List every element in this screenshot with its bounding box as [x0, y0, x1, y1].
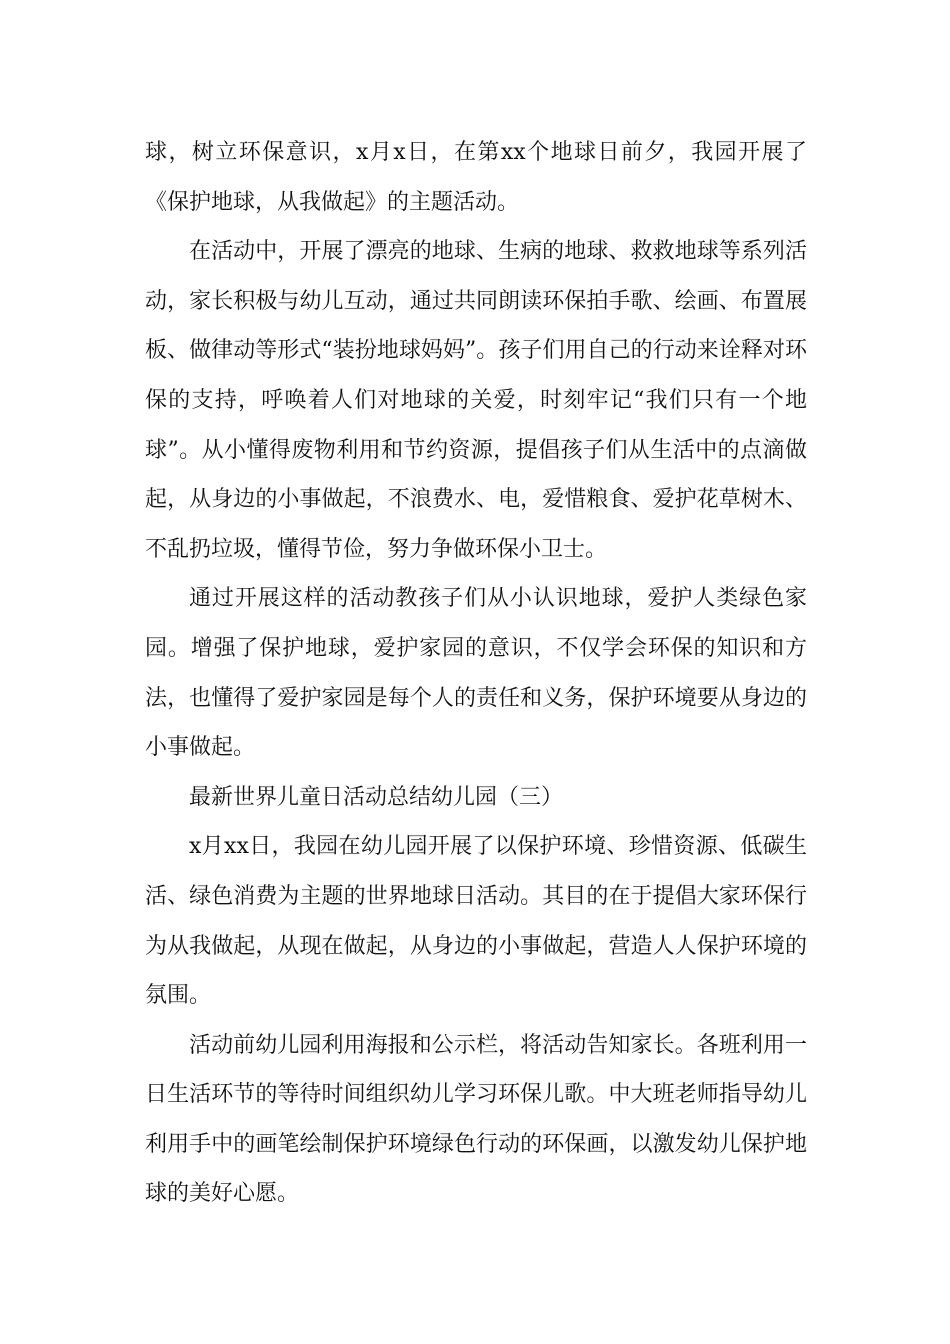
- paragraph-preparation: 活动前幼儿园利用海报和公示栏，将活动告知家长。各班利用一日生活环节的等待时间组织幼儿学习环保儿歌。中大班老师指导幼儿利用手中的画笔绘制保护环境绿色行动的环保画，以激发幼儿保护地球的美好心愿。: [145, 1032, 807, 1207]
- paragraph-earth-day: x月xx日，我园在幼儿园开展了以保护环境、珍惜资源、低碳生活、绿色消费为主题的世界地球日活动。其目的在于提倡大家环保行为从我做起，从现在做起，从身边的小事做起，营造人人保护环境的氛围。: [145, 834, 807, 1009]
- section-heading: 最新世界儿童日活动总结幼儿园（三）: [189, 784, 564, 810]
- paragraph-activities: 在活动中，开展了漂亮的地球、生病的地球、救救地球等系列活动，家长积极与幼儿互动，通过共同朗读环保拍手歌、绘画、布置展板、做律动等形式“装扮地球妈妈”。孩子们用自己的行动来诠释对环保的支持，呼唤着人们对地球的关爱，时刻牢记“我们只有一个地球”。从小懂得废物利用和节约资源，提倡孩子们从生活中的点滴做起，从身边的小事做起，不浪费水、电，爱惜粮食、爱护花草树木、不乱扔垃圾，懂得节俭，努力争做环保小卫士。: [145, 239, 807, 562]
- paragraph-continuation: 球，树立环保意识，x月x日，在第xx个地球日前夕，我园开展了《保护地球，从我做起》的主题活动。: [145, 140, 807, 215]
- paragraph-outcome: 通过开展这样的活动教孩子们从小认识地球，爱护人类绿色家园。增强了保护地球，爱护家园的意识，不仅学会环保的知识和方法，也懂得了爱护家园是每个人的责任和义务，保护环境要从身边的小事做起。: [145, 586, 807, 761]
- document-body: [145, 128, 807, 1219]
